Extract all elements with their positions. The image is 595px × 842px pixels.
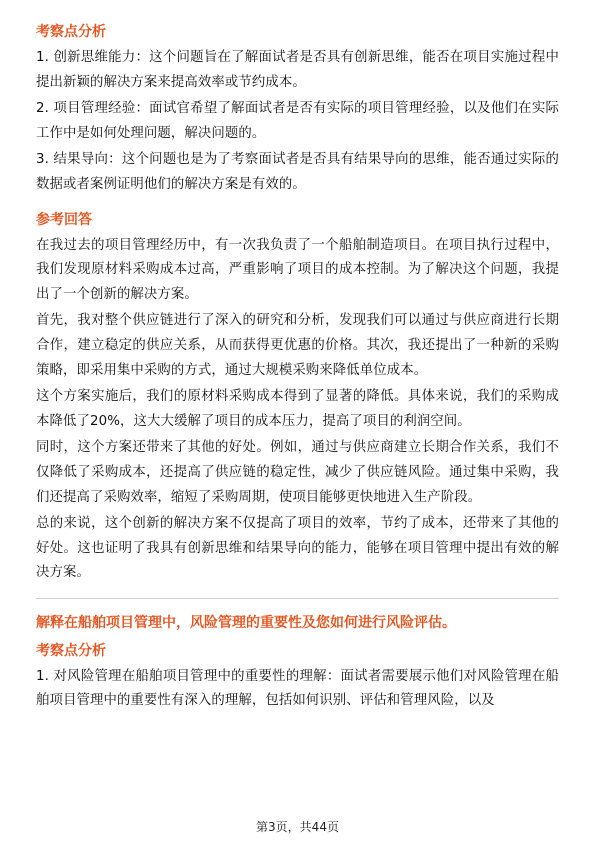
section-divider	[36, 598, 559, 599]
page-number: 第3页，共44页	[256, 820, 339, 834]
question-title: 解释在船舶项目管理中，风险管理的重要性及您如何进行风险评估。	[36, 614, 456, 631]
analysis-heading: 考察点分析	[36, 642, 106, 659]
analysis-item: 1. 创新思维能力：这个问题旨在了解面试者是否具有创新思维，能否在项目实施过程中提出新颖的解决方案来提高效率或节约成本。	[36, 50, 559, 90]
answer-paragraph: 首先，我对整个供应链进行了深入的研究和分析，发现我们可以通过与供应商进行长期合作，建立稳定的供应关系，从而获得更优惠的价格。其次，我还提出了一种新的采购策略，即采用集中采购的方式，通过大规模采购来降低单位成本。	[36, 313, 559, 378]
answer-paragraph: 这个方案实施后，我们的原材料采购成本得到了显著的降低。具体来说，我们的采购成本降低了20%，这大大缓解了项目的成本压力，提高了项目的利润空间。	[36, 389, 559, 429]
analysis-item: 1. 对风险管理在船舶项目管理中的重要性的理解：面试者需要展示他们对风险管理在船舶项目管理中的重要性有深入的理解，包括如何识别、评估和管理风险，以及	[36, 668, 559, 709]
spacer	[36, 200, 559, 210]
document-page	[36, 22, 559, 716]
answer-paragraph: 总的来说，这个创新的解决方案不仅提高了项目的效率，节约了成本，还带来了其他的好处。这也证明了我具有创新思维和结果导向的能力，能够在项目管理中提出有效的解决方案。	[36, 516, 559, 581]
analysis-item: 3. 结果导向：这个问题也是为了考察面试者是否具有结果导向的思维，能否通过实际的数据或者案例证明他们的解决方案是有效的。	[36, 152, 559, 192]
analysis-item: 2. 项目管理经验：面试官希望了解面试者是否有实际的项目管理经验，以及他们在实际工作中是如何处理问题，解决问题的。	[36, 101, 559, 141]
answer-paragraph: 在我过去的项目管理经历中，有一次我负责了一个船舶制造项目。在项目执行过程中，我们发现原材料采购成本过高，严重影响了项目的成本控制。为了解决这个问题，我提出了一个创新的解决方案。	[36, 237, 559, 302]
answer-heading: 参考回答	[36, 211, 92, 228]
analysis-heading: 考察点分析	[36, 24, 106, 40]
answer-paragraph: 同时，这个方案还带来了其他的好处。例如，通过与供应商建立长期合作关系，我们不仅降低了采购成本，还提高了供应链的稳定性，减少了供应链风险。通过集中采购，我们还提高了采购效率，缩短了采购周期，使项目能够更快地进入生产阶段。	[36, 440, 559, 505]
